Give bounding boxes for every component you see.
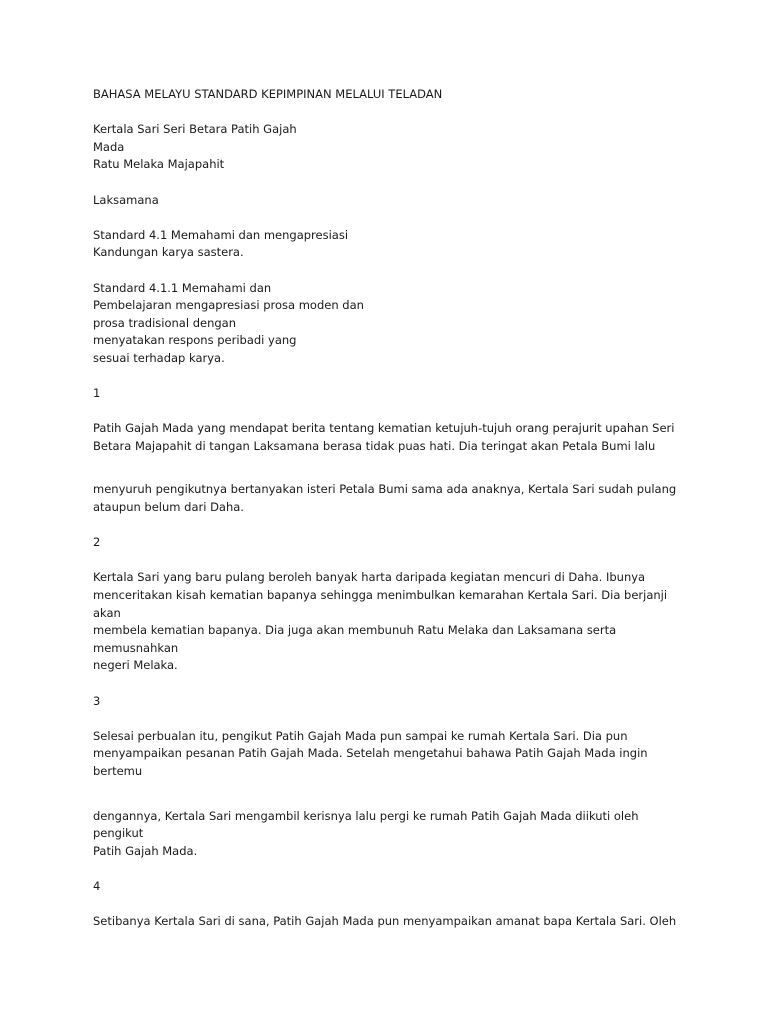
standard-line: sesuai terhadap karya. (93, 350, 225, 365)
paragraph-line: dengannya, Kertala Sari mengambil kerisnya lalu pergi ke rumah Patih Gajah Mada diikuti oleh (93, 808, 639, 823)
character-line: Kertala Sari Seri Betara Patih Gajah (93, 122, 297, 137)
paragraph-line: ataupun belum dari Daha. (93, 500, 244, 515)
paragraph-line: menyampaikan pesanan Patih Gajah Mada. Setelah mengetahui bahawa Patih Gajah Mada ingin (93, 746, 648, 761)
paragraph-line: Setibanya Kertala Sari di sana, Patih Gajah Mada pun menyampaikan amanat bapa Kertala Sari. Oleh (93, 914, 677, 929)
paragraph-line: Betara Majapahit di tangan Laksamana berasa tidak puas hati. Dia teringat akan Petala Bumi lalu (93, 438, 656, 453)
standard-line: Pembelajaran mengapresiasi prosa moden dan (93, 298, 364, 313)
paragraph-line: akan (93, 605, 121, 620)
character-line: Mada (93, 139, 125, 154)
standard-line: Standard 4.1 Memahami dan mengapresiasi (93, 227, 349, 242)
paragraph-line: menyuruh pengikutnya bertanyakan isteri Petala Bumi sama ada anaknya, Kertala Sari sudah pulang (93, 482, 677, 497)
standard-line: Kandungan karya sastera. (93, 245, 244, 260)
paragraph-line: membela kematian bapanya. Dia juga akan membunuh Ratu Melaka dan Laksamana serta (93, 623, 617, 638)
paragraph-line: menceritakan kisah kematian bapanya sehingga menimbulkan kemarahan Kertala Sari. Dia berjanji (93, 588, 668, 603)
section-number: 4 (93, 878, 101, 893)
standard-line: Standard 4.1.1 Memahami dan (93, 280, 272, 295)
paragraph-line: pengikut (93, 826, 144, 841)
document-body (93, 86, 678, 931)
paragraph-line: bertemu (93, 763, 143, 778)
paragraph-line: Kertala Sari yang baru pulang beroleh banyak harta daripada kegiatan mencuri di Daha. Ibunya (93, 570, 646, 585)
section-number: 3 (93, 693, 101, 708)
section-number: 1 (93, 386, 101, 401)
standard-line: menyatakan respons peribadi yang (93, 333, 297, 348)
paragraph-line: Selesai perbualan itu, pengikut Patih Gajah Mada pun sampai ke rumah Kertala Sari. Dia pun (93, 728, 628, 743)
document-title: BAHASA MELAYU STANDARD KEPIMPINAN MELALUI TELADAN (93, 87, 443, 101)
paragraph-line: Patih Gajah Mada yang mendapat berita tentang kematian ketujuh-tujuh orang perajurit upahan Seri (93, 421, 675, 436)
paragraph-line: negeri Melaka. (93, 658, 178, 673)
paragraph-line: Patih Gajah Mada. (93, 843, 198, 858)
section-number: 2 (93, 535, 101, 550)
character-line: Ratu Melaka Majapahit (93, 157, 225, 172)
standard-line: prosa tradisional dengan (93, 315, 236, 330)
character-line: Laksamana (93, 192, 159, 207)
paragraph-line: memusnahkan (93, 640, 179, 655)
